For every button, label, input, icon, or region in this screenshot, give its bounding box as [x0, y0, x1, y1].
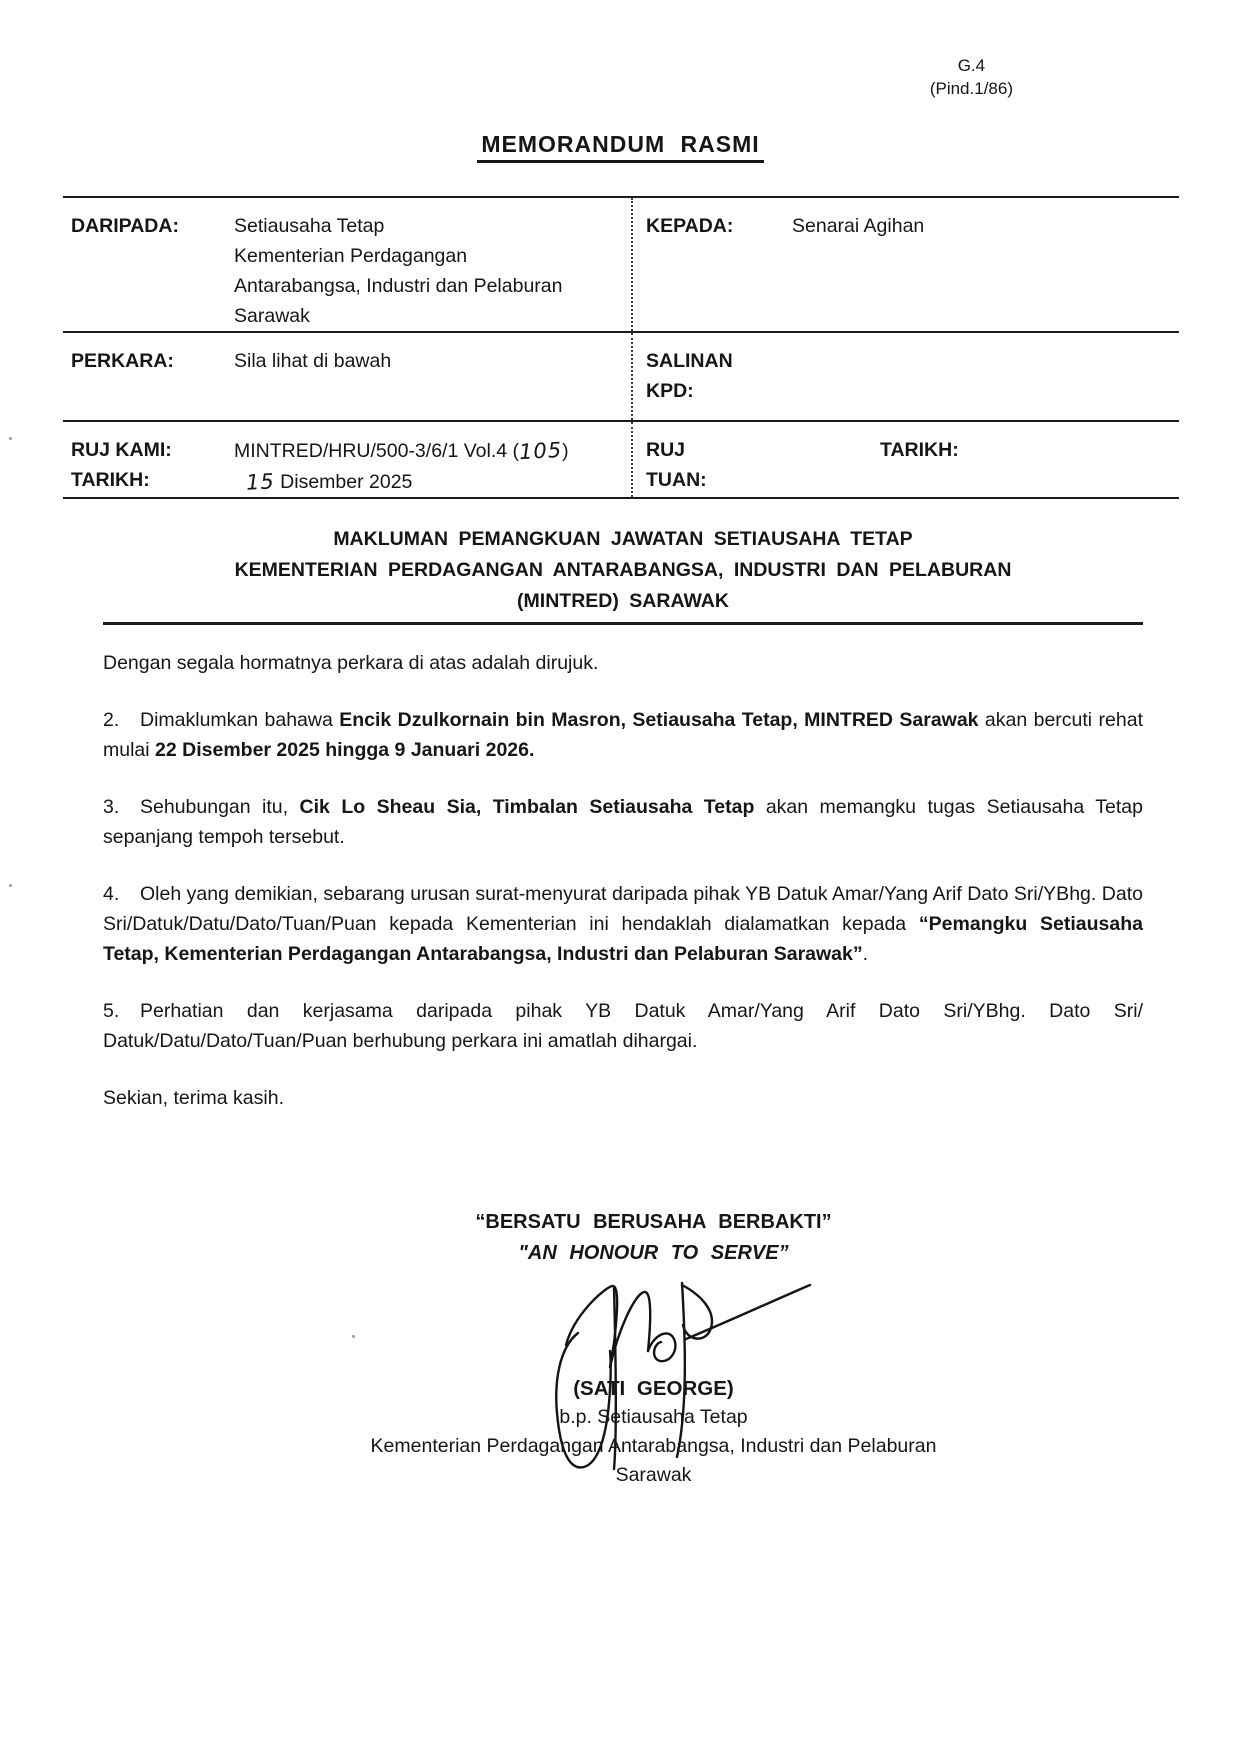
signatory-org-line2: Sarawak [615, 1464, 692, 1486]
paragraph-4 [103, 879, 1143, 969]
paragraph-4-text: Oleh yang demikian, sebarang urusan surat-menyurat daripada pihak YB Datuk Amar/Yang Arif Dato Sri/YBhg. Dato Sri/Datuk/Datu/Dato/Tuan/Puan kepada Kementerian ini hendaklah dialamatkan kepada [103, 883, 1143, 935]
paragraph-3-number: 3. [103, 796, 120, 818]
signatory-org-line1: Kementerian Perdagangan Antarabangsa, Industri dan Pelaburan [370, 1435, 937, 1457]
ruj-kami-suffix: ) [562, 440, 569, 462]
ruj-kami-handwritten-number: 105 [518, 437, 563, 465]
cell-kepada [633, 198, 1179, 331]
scan-speck [352, 1335, 355, 1338]
scan-speck [9, 437, 12, 440]
daripada-line2: Kementerian Perdagangan [234, 245, 468, 267]
tarikh-right-label: TARIKH: [880, 439, 959, 461]
ruj-kami-prefix: MINTRED/HRU/500-3/6/1 Vol.4 ( [234, 440, 520, 462]
salinan-label-line2: KPD: [646, 380, 694, 402]
cell-daripada [63, 198, 633, 331]
paragraph-5-number: 5. [103, 1000, 120, 1022]
motto-malay: “BERSATU BERUSAHA BERBAKTI” [475, 1211, 832, 1233]
tarikh-value [234, 466, 625, 497]
form-code: G.4 [957, 56, 986, 75]
daripada-label: DARIPADA: [71, 215, 179, 237]
paragraph-2-bold-1: Encik Dzulkornain bin Masron, Setiausaha Tetap, MINTRED Sarawak [339, 709, 979, 731]
daripada-value [234, 211, 625, 331]
paragraph-3-text-2: akan memangku tugas Setiausaha Tetap sepanjang tempoh tersebut. [103, 796, 1143, 848]
form-reference [930, 54, 1013, 100]
cell-perkara [63, 333, 633, 420]
kepada-value: Senarai Agihan [792, 215, 925, 237]
paragraph-3-bold-1: Cik Lo Sheau Sia, Timbalan Setiausaha Tetap [299, 796, 755, 818]
paragraph-2-text: Dimaklumkan bahawa [140, 709, 340, 731]
page-title [0, 131, 1241, 163]
signoff-line: Sekian, terima kasih. [103, 1087, 284, 1109]
paragraph-1: Dengan segala hormatnya perkara di atas adalah dirujuk. [103, 652, 599, 674]
scan-speck [9, 884, 12, 887]
tarikh-label: TARIKH: [71, 469, 150, 491]
paragraph-3 [103, 792, 1143, 852]
paragraph-2 [103, 705, 1143, 765]
kepada-label: KEPADA: [646, 215, 734, 237]
table-row-perkara-salinan [63, 333, 1179, 422]
paragraph-5 [103, 996, 1143, 1056]
tarikh-printed: Disember 2025 [280, 471, 413, 493]
ruj-kami-label: RUJ KAMI: [71, 439, 172, 461]
subject-heading [103, 524, 1143, 625]
paragraph-2-number: 2. [103, 709, 120, 731]
table-row-ruj-tarikh [63, 422, 1179, 497]
tarikh-handwritten-day: 15 [245, 469, 276, 495]
subject-line1: MAKLUMAN PEMANGKUAN JAWATAN SETIAUSAHA TETAP [333, 528, 913, 550]
perkara-label: PERKARA: [71, 350, 174, 372]
daripada-line3: Antarabangsa, Industri dan Pelaburan [234, 275, 563, 297]
perkara-value: Sila lihat di bawah [234, 350, 392, 372]
paragraph-4-text-2: . [862, 943, 869, 965]
ruj-kami-tarikh-labels [71, 435, 234, 497]
memo-body [103, 648, 1143, 1140]
memo-header-table [63, 196, 1179, 499]
ruj-kami-value [234, 435, 625, 466]
form-revision: (Pind.1/86) [929, 79, 1013, 98]
subject-line2: KEMENTERIAN PERDAGANGAN ANTARABANGSA, INDUSTRI DAN PELABURAN [234, 559, 1012, 581]
paragraph-4-bold-1: “Pemangku Setiausaha Tetap, Kementerian Perdagangan Antarabangsa, Industri dan Pelaburan Sarawak” [103, 913, 1143, 965]
cell-salinan-kpd [633, 333, 1179, 420]
table-row-daripada-kepada [63, 198, 1179, 333]
cell-ruj-tuan [633, 422, 1179, 497]
paragraph-5-text: Perhatian dan kerjasama daripada pihak YB Datuk Amar/Yang Arif Dato Sri/YBhg. Dato Sri/ Datuk/Datu/Dato/Tuan/Puan berhubung perkara ini amatlah dihargai. [103, 1000, 1143, 1052]
motto-english: "AN HONOUR TO SERVE” [518, 1242, 789, 1264]
daripada-line4: Sarawak [234, 305, 310, 327]
signatory-name: (SATI GEORGE) [573, 1377, 734, 1400]
ruj-tuan-label-line1: RUJ [646, 439, 686, 461]
paragraph-3-text: Sehubungan itu, [140, 796, 300, 818]
salinan-label-line1: SALINAN [646, 350, 733, 372]
ruj-tuan-label-line2: TUAN: [646, 469, 707, 491]
paragraph-2-bold-2: 22 Disember 2025 hingga 9 Januari 2026. [155, 739, 535, 761]
signatory-pp-line: b.p. Setiausaha Tetap [559, 1406, 748, 1428]
cell-ruj-kami [63, 422, 633, 497]
daripada-line1: Setiausaha Tetap [234, 215, 385, 237]
paragraph-4-number: 4. [103, 883, 120, 905]
page-title-text: MEMORANDUM RASMI [477, 131, 763, 163]
signature-block [33, 1374, 1241, 1490]
paragraph-2-text-2: akan bercuti rehat mulai [103, 709, 1143, 761]
subject-line3: (MINTRED) SARAWAK [517, 590, 729, 612]
ruj-kami-tarikh-values [234, 435, 625, 497]
